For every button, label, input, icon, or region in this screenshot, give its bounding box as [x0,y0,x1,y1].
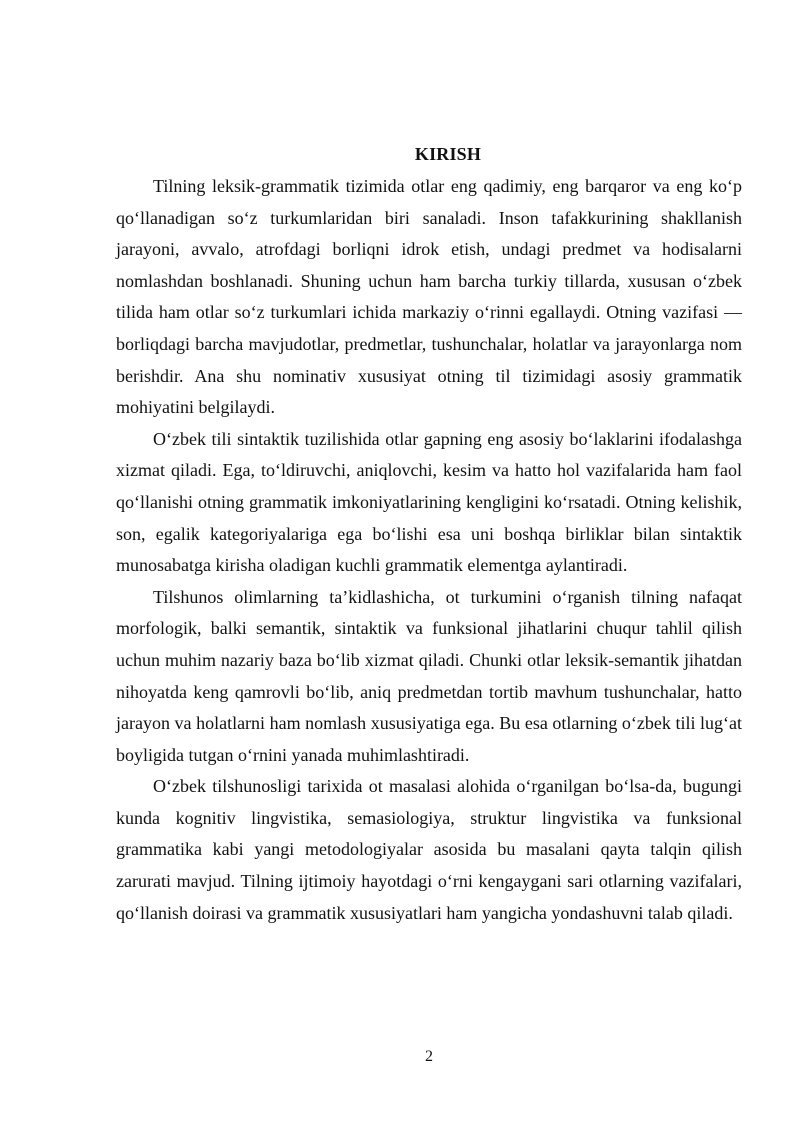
paragraph-1: Tilning leksik-grammatik tizimida otlar eng qadimiy, eng barqaror va eng koʻp qoʻllanadigan soʻz turkumlaridan biri sanaladi. Inson tafakkurining shakllanish jarayoni, avvalo, atrofdagi borliqni idrok etish, undagi predmet va hodisalarni nomlashdan boshlanadi. Shuning uchun ham barcha turkiy tillarda, xususan oʻzbek tilida ham otlar soʻz turkumlari ichida markaziy oʻrinni egallaydi. Otning vazifasi — borliqdagi barcha mavjudotlar, predmetlar, tushunchalar, holatlar va jarayonlarga nom berishdir. Ana shu nominativ xususiyat otning til tizimidagi asosiy grammatik mohiyatini belgilaydi. [116,176,742,418]
page-number: 2 [425,1048,433,1065]
paragraph-3: Tilshunos olimlarning ta’kidlashicha, ot turkumini oʻrganish tilning nafaqat morfologik, balki semantik, sintaktik va funksional jihatlarini chuqur tahlil qilish uchun muhim nazariy baza boʻlib xizmat qiladi. Chunki otlar leksik-semantik jihatdan nihoyatda keng qamrovli boʻlib, aniq predmetdan tortib mavhum tushunchalar, hatto jarayon va holatlarni ham nomlash xususiyatiga ega. Bu esa otlarning oʻzbek tili lugʻat boyligida tutgan oʻrnini yanada muhimlashtiradi. [116,586,742,765]
paragraph-4: Oʻzbek tilshunosligi tarixida ot masalasi alohida oʻrganilgan boʻlsa-da, bugungi kunda kognitiv lingvistika, semasiologiya, struktur lingvistika va funksional grammatika kabi yangi metodologiyalar asosida bu masalani qayta talqin qilish zarurati mavjud. Tilning ijtimoiy hayotdagi oʻrni kengaygani sari otlarning vazifalari, qoʻllanish doirasi va grammatik xususiyatlari ham yangicha yondashuvni talab qiladi. [116,776,742,923]
body-text [116,171,742,929]
section-title: KIRISH [414,144,482,164]
paragraph-2: Oʻzbek tili sintaktik tuzilishida otlar gapning eng asosiy boʻlaklarini ifodalashga xizmat qiladi. Ega, toʻldiruvchi, aniqlovchi, kesim va hatto hol vazifalarida ham faol qoʻllanishi otning grammatik imkoniyatlarining kengligini koʻrsatadi. Otning kelishik, son, egalik kategoriyalariga ega boʻlishi esa uni boshqa birliklar bilan sintaktik munosabatga kirisha oladigan kuchli grammatik elementga aylantiradi. [116,428,742,576]
